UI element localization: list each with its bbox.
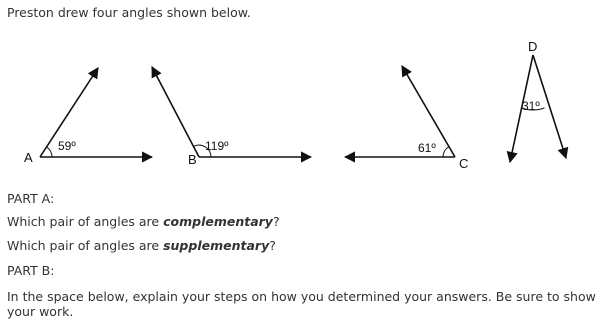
angle-b-ray-diagonal — [152, 67, 199, 157]
question-complementary-text: Which pair of angles are — [7, 214, 164, 229]
question-complementary — [7, 214, 280, 229]
question-complementary-mark: ? — [272, 214, 280, 229]
vertex-label-b: B — [188, 152, 197, 167]
supplementary-term: supplementary — [163, 238, 270, 253]
angle-a-measure: 59º — [58, 139, 76, 153]
part-a-heading: PART A: — [7, 191, 55, 206]
intro-text: Preston drew four angles shown below. — [7, 5, 251, 20]
angle-a — [24, 68, 152, 165]
angle-d-measure: 31º — [522, 99, 540, 113]
complementary-term: complementary — [163, 214, 273, 229]
part-b-instructions: In the space below, explain your steps on how you determined your answers. Be sure to show your work. — [7, 289, 596, 319]
question-supplementary — [7, 238, 276, 253]
angle-c — [345, 66, 468, 171]
question-supplementary-mark: ? — [269, 238, 276, 253]
angle-c-arc — [443, 147, 449, 157]
angle-d — [510, 39, 566, 162]
part-b-heading: PART B: — [7, 263, 55, 278]
angle-b-measure: 119º — [205, 139, 229, 153]
vertex-label-a: A — [24, 150, 33, 165]
angle-a-arc — [47, 147, 52, 157]
angle-c-measure: 61º — [418, 141, 436, 155]
vertex-label-c: C — [459, 156, 469, 171]
vertex-label-d: D — [528, 39, 538, 54]
question-supplementary-text: Which pair of angles are — [7, 238, 164, 253]
angle-b — [152, 67, 311, 167]
